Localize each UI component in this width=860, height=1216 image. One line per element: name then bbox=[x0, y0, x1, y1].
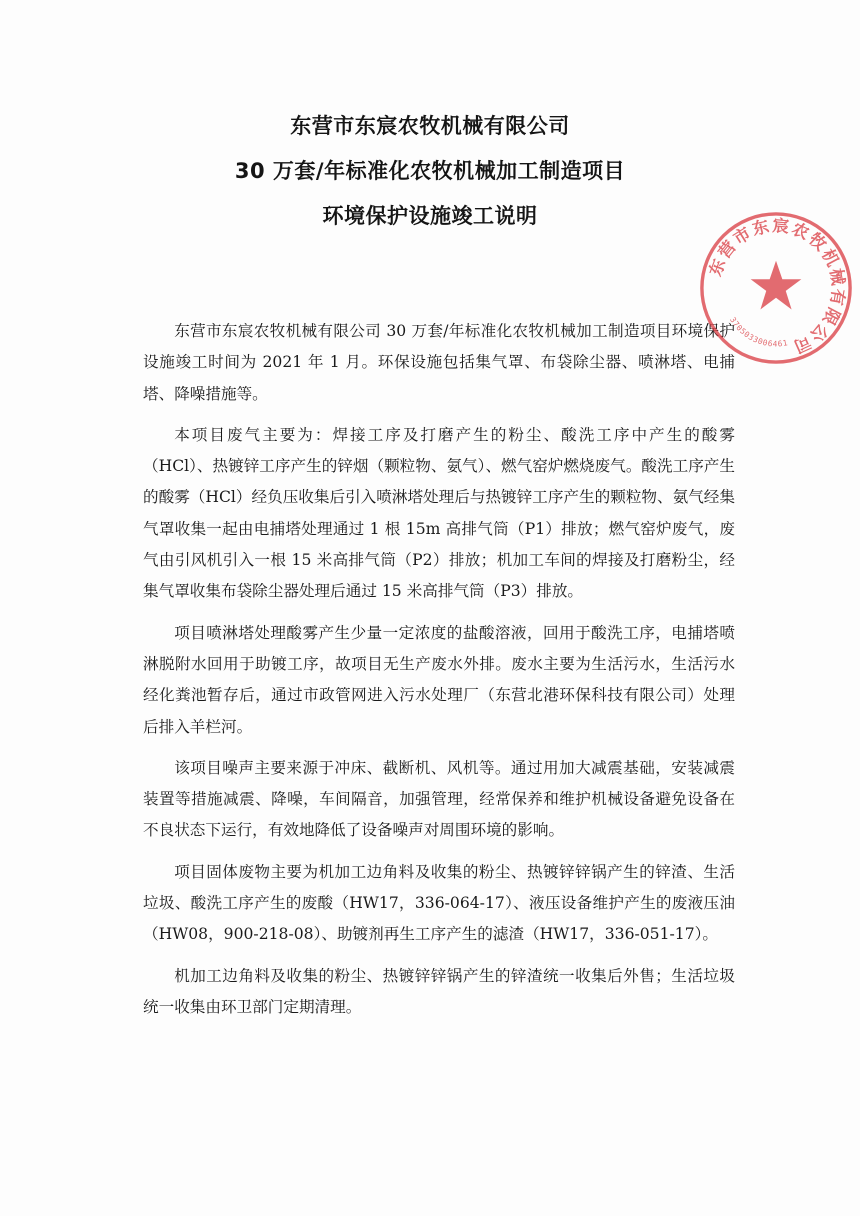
paragraph-waste-gas: 本项目废气主要为：焊接工序及打磨产生的粉尘、酸洗工序中产生的酸雾（HCl）、热镀锌工序产生的锌烟（颗粒物、氨气）、燃气窑炉燃烧废气。酸洗工序产生的酸雾（HCl）经负压收集后引入喷淋塔处理后与热镀锌工序产生的颗粒物、氨气经集气罩收集一起由电捕塔处理通过 1 根 15m 高排气筒（P1）排放；燃气窑炉废气，废气由引风机引入一根 15 米高排气筒（P2）排放；机加工车间的焊接及打磨粉尘，经集气罩收集布袋除尘器处理后通过 15 米高排气筒（P3）排放。 bbox=[143, 425, 735, 601]
document-body bbox=[143, 316, 735, 1033]
paragraph-completion-time: 东营市东宸农牧机械有限公司 30 万套/年标准化农牧机械加工制造项目环境保护设施竣工时间为 2021 年 1 月。环保设施包括集气罩、布袋除尘器、喷淋塔、电捕塔、降噪措施等。 bbox=[143, 322, 735, 403]
title-document-type: 环境保护设施竣工说明 bbox=[322, 204, 538, 228]
paragraph-noise: 该项目噪声主要来源于冲床、截断机、风机等。通过用加大减震基础，安装减震装置等措施减震、降噪，车间隔音，加强管理，经常保养和维护机械设备避免设备在不良状态下运行，有效地降低了设备噪声对周围环境的影响。 bbox=[143, 758, 735, 840]
title-company-name: 东营市东宸农牧机械有限公司 bbox=[290, 114, 570, 138]
paragraph-solid-waste: 项目固体废物主要为机加工边角料及收集的粉尘、热镀锌锌锅产生的锌渣、生活垃圾、酸洗工序产生的废酸（HW17，336-064-17）、液压设备维护产生的废液压油（HW08，900-218-08）、助镀剂再生工序产生的滤渣（HW17，336-051-17）。 bbox=[143, 862, 735, 944]
svg-text:3705033006461 bbox=[728, 316, 789, 349]
seal-company-name: 东营市东宸农牧机械有限公司 bbox=[705, 215, 849, 358]
paragraph-waste-disposal: 机加工边角料及收集的粉尘、热镀锌锌锅产生的锌渣统一收集后外售；生活垃圾统一收集由环卫部门定期清理。 bbox=[143, 966, 735, 1016]
seal-serial-number: 3705033006461 bbox=[728, 315, 789, 349]
title-project-name: 30 万套/年标准化农牧机械加工制造项目 bbox=[234, 159, 626, 183]
company-seal-stamp bbox=[698, 210, 854, 366]
paragraph-waste-water: 项目喷淋塔处理酸雾产生少量一定浓度的盐酸溶液，回用于酸洗工序，电捕塔喷淋脱附水回用于助镀工序，故项目无生产废水外排。废水主要为生活污水，生活污水经化粪池暂存后，通过市政管网进入污水处理厂（东营北港环保科技有限公司）处理后排入羊栏河。 bbox=[143, 623, 735, 736]
seal-icon bbox=[698, 210, 854, 366]
